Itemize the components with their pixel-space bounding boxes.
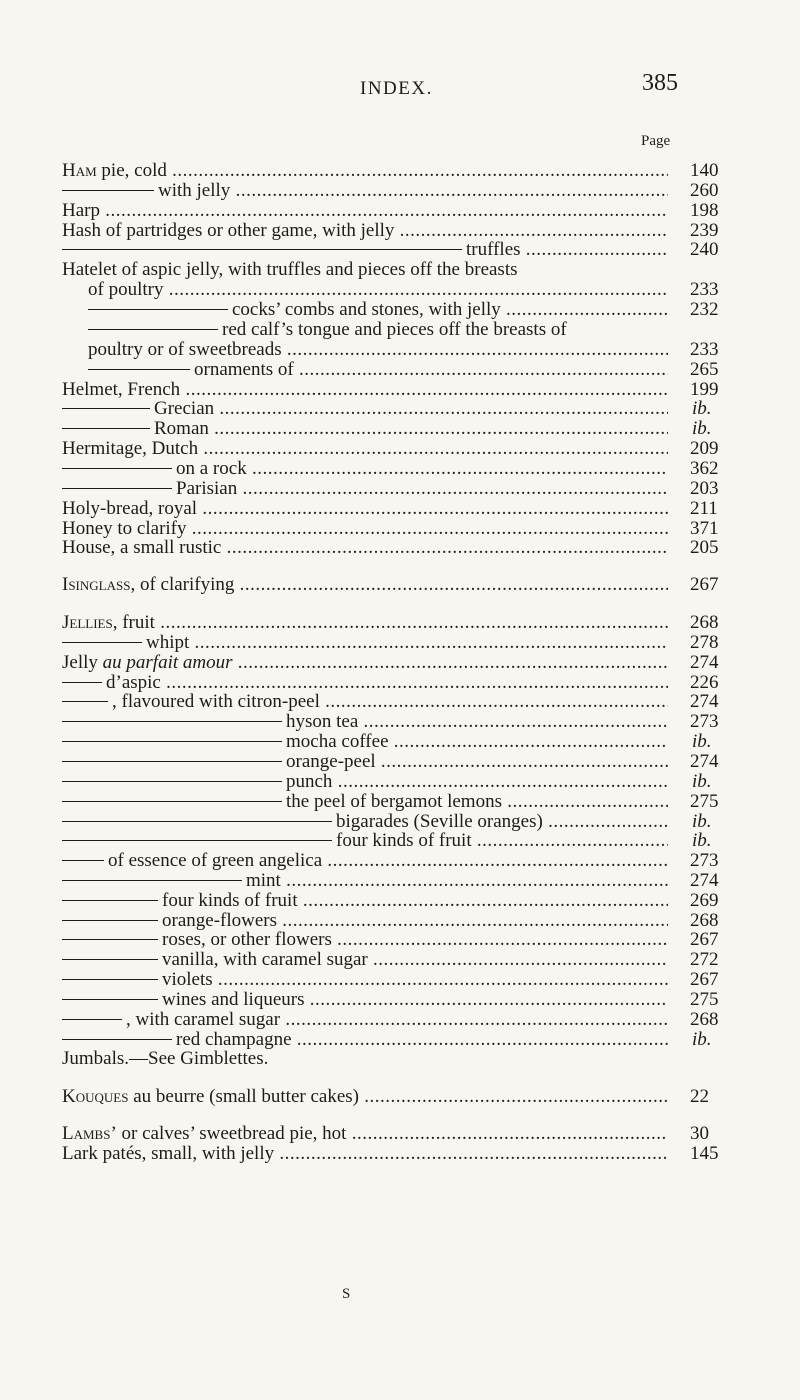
entry-text	[62, 652, 668, 674]
ditto-rule	[62, 860, 104, 861]
entry-label: wines and liqueurs	[162, 989, 305, 1010]
entry-page: 268	[690, 910, 719, 931]
entry-text	[62, 870, 668, 892]
ditto-rule	[62, 920, 158, 921]
index-entry	[0, 890, 800, 912]
page-header	[0, 70, 800, 110]
entry-text	[62, 751, 668, 773]
ditto-rule	[62, 999, 158, 1000]
entry-page: 198	[690, 200, 719, 221]
ditto-rule	[62, 959, 158, 960]
entry-label: Helmet, French	[62, 379, 181, 400]
entry-italic: au parfait amour	[102, 652, 233, 673]
entry-text	[62, 791, 668, 813]
entry-label: punch	[286, 771, 333, 792]
entry-text	[62, 929, 668, 951]
entry-label: Hash of partridges or other game, with jelly	[62, 220, 395, 241]
entry-text	[62, 969, 668, 991]
entry-text	[62, 890, 668, 912]
entry-page: 205	[690, 537, 719, 558]
entry-page: 274	[690, 691, 719, 712]
ditto-rule	[62, 468, 172, 469]
entry-label: pie, cold	[96, 160, 167, 181]
entry-page: 274	[690, 870, 719, 891]
entry-page: 22	[690, 1086, 709, 1107]
entry-page: 233	[690, 339, 719, 360]
entry-label: cocks’ combs and stones, with jelly	[232, 299, 501, 320]
index-entry	[0, 1009, 800, 1031]
index-entry	[0, 850, 800, 872]
entry-page: 239	[690, 220, 719, 241]
ditto-rule	[62, 488, 172, 489]
entry-label: four kinds of fruit	[162, 890, 298, 911]
entry-label: or calves’ sweetbread pie, hot	[116, 1123, 347, 1144]
entry-label: red calf’s tongue and pieces off the breasts of	[222, 319, 567, 340]
entry-head: Jellies	[62, 612, 113, 633]
entry-text	[62, 691, 668, 713]
entry-label: four kinds of fruit	[336, 830, 472, 851]
entry-label: au beurre (small butter cakes)	[128, 1086, 359, 1107]
ditto-rule	[62, 900, 158, 901]
index-entry	[0, 751, 800, 773]
entry-page: 209	[690, 438, 719, 459]
entry-page: 275	[690, 791, 719, 812]
index-entry	[0, 612, 800, 634]
entry-page: 199	[690, 379, 719, 400]
entry-text	[62, 478, 668, 500]
index-entry	[0, 418, 800, 440]
ditto-rule	[62, 721, 282, 722]
ditto-rule	[62, 428, 150, 429]
entry-label: mocha coffee	[286, 731, 389, 752]
entry-page: 226	[690, 672, 719, 693]
index-entry	[0, 200, 800, 222]
index-entry	[0, 438, 800, 460]
entry-page: 267	[690, 969, 719, 990]
entry-text	[62, 574, 668, 596]
entry-page: 272	[690, 949, 719, 970]
entry-text	[62, 1048, 268, 1070]
ditto-rule	[88, 309, 228, 310]
entry-text	[62, 830, 668, 852]
entry-page: 233	[690, 279, 719, 300]
entry-page: ib.	[692, 731, 712, 752]
entry-page: ib.	[692, 771, 712, 792]
index-entry	[0, 929, 800, 951]
entry-text	[62, 259, 518, 281]
entry-text	[62, 1143, 668, 1165]
entry-text	[62, 498, 668, 520]
index-entry	[0, 771, 800, 793]
ditto-rule	[62, 821, 332, 822]
index-entry	[0, 791, 800, 813]
entry-label: hyson tea	[286, 711, 359, 732]
entry-label: Harp	[62, 200, 100, 221]
entry-text	[62, 989, 668, 1011]
entry-label: violets	[162, 969, 213, 990]
index-entry	[0, 969, 800, 991]
index-entry	[0, 259, 800, 281]
ditto-rule	[62, 801, 282, 802]
index-entry	[0, 830, 800, 852]
entry-page: 30	[690, 1123, 709, 1144]
entry-label: Jelly	[62, 652, 103, 673]
index-entry	[0, 458, 800, 480]
entry-label: Grecian	[154, 398, 215, 419]
entry-label: orange-flowers	[162, 910, 278, 931]
index-entry	[0, 398, 800, 420]
ditto-rule	[62, 701, 108, 702]
entry-page: 273	[690, 711, 719, 732]
index-entry	[0, 239, 800, 261]
signature-mark: S	[342, 1286, 351, 1302]
index-entry	[0, 731, 800, 753]
index-entry	[0, 180, 800, 202]
entry-label: Jumbals.—See Gimblettes.	[62, 1048, 269, 1069]
index-entry	[0, 652, 800, 674]
entry-text	[88, 299, 668, 321]
ditto-rule	[62, 190, 154, 191]
entry-label: Hermitage, Dutch	[62, 438, 199, 459]
entry-label: d’aspic	[106, 672, 161, 693]
index-entry	[0, 574, 800, 596]
index-entry	[0, 1123, 800, 1145]
entry-head: Lambs’	[62, 1123, 117, 1144]
index-entry	[0, 1086, 800, 1108]
entry-label: whipt	[146, 632, 190, 653]
page-column-label: Page	[641, 133, 671, 149]
page-number: 385	[642, 70, 678, 96]
entry-page: 371	[690, 518, 719, 539]
entry-label: ornaments of	[194, 359, 294, 380]
index-entry	[0, 949, 800, 971]
entry-page: 274	[690, 751, 719, 772]
ditto-rule	[62, 682, 102, 683]
ditto-rule	[62, 1039, 172, 1040]
entry-text	[62, 771, 668, 793]
entry-label: with jelly	[158, 180, 231, 201]
ditto-rule	[62, 761, 282, 762]
entry-label: red champagne	[176, 1029, 292, 1050]
entry-text	[62, 850, 668, 872]
index-entry	[0, 691, 800, 713]
entry-label: roses, or other flowers	[162, 929, 332, 950]
entry-page: ib.	[692, 398, 712, 419]
entry-label: on a rock	[176, 458, 247, 479]
index-entry	[0, 359, 800, 381]
entry-page: 274	[690, 652, 719, 673]
index-entry	[0, 1143, 800, 1165]
entry-page: 203	[690, 478, 719, 499]
index-entry	[0, 989, 800, 1011]
ditto-rule	[62, 741, 282, 742]
entry-label: the peel of bergamot lemons	[286, 791, 502, 812]
index-entry	[0, 279, 800, 301]
entry-page: 273	[690, 850, 719, 871]
entry-text	[88, 339, 668, 361]
index-entry	[0, 160, 800, 182]
entry-text	[62, 1123, 668, 1145]
entry-text	[62, 612, 668, 634]
entry-page: 278	[690, 632, 719, 653]
index-entry	[0, 299, 800, 321]
index-entry	[0, 1048, 800, 1070]
index-entry	[0, 711, 800, 733]
entry-text	[62, 438, 668, 460]
ditto-rule	[62, 781, 282, 782]
entry-text	[62, 632, 668, 654]
entry-text	[88, 359, 668, 381]
entry-text	[62, 731, 668, 753]
entry-page: 275	[690, 989, 719, 1010]
entry-page: 140	[690, 160, 719, 181]
entry-page: 269	[690, 890, 719, 911]
entry-page: 232	[690, 299, 719, 320]
index-entry	[0, 339, 800, 361]
entry-text	[62, 239, 668, 261]
entry-page: 267	[690, 929, 719, 950]
entry-label: Lark patés, small, with jelly	[62, 1143, 275, 1164]
entry-text	[62, 398, 668, 420]
index-entry	[0, 537, 800, 559]
ditto-rule	[62, 408, 150, 409]
entry-page: 268	[690, 1009, 719, 1030]
ditto-rule	[62, 880, 242, 881]
entry-label: vanilla, with caramel sugar	[162, 949, 368, 970]
entry-label: poultry or of sweetbreads	[88, 339, 282, 360]
entry-page: ib.	[692, 418, 712, 439]
entry-text	[62, 1086, 668, 1108]
entry-page: ib.	[692, 811, 712, 832]
index-entry	[0, 632, 800, 654]
ditto-rule	[62, 642, 142, 643]
ditto-rule	[62, 939, 158, 940]
entry-label: , with caramel sugar	[126, 1009, 281, 1030]
entry-label: , flavoured with citron-peel	[112, 691, 320, 712]
entry-text	[88, 279, 668, 301]
entry-label: Holy-bread, royal	[62, 498, 198, 519]
entry-label: of essence of green angelica	[108, 850, 323, 871]
entry-page: 267	[690, 574, 719, 595]
entry-head: Isinglass	[62, 574, 131, 595]
ditto-rule	[62, 1019, 122, 1020]
entry-text	[62, 537, 668, 559]
entry-text	[62, 180, 668, 202]
entry-label: truffles	[466, 239, 521, 260]
index-entry	[0, 478, 800, 500]
entry-text	[62, 418, 668, 440]
entry-head: Ham	[62, 160, 97, 181]
entry-label: Roman	[154, 418, 209, 439]
ditto-rule	[62, 249, 462, 250]
entry-page: 268	[690, 612, 719, 633]
entry-page: 211	[690, 498, 718, 519]
index-entry	[0, 870, 800, 892]
ditto-rule	[62, 840, 332, 841]
ditto-rule	[88, 329, 218, 330]
entry-label: mint	[246, 870, 281, 891]
entry-label: Honey to clarify	[62, 518, 187, 539]
entry-head: Kouques	[62, 1086, 129, 1107]
entry-text	[62, 711, 668, 733]
index-entry	[0, 319, 800, 341]
entry-label: of poultry	[88, 279, 164, 300]
entry-page: 260	[690, 180, 719, 201]
entry-page: ib.	[692, 830, 712, 851]
entry-page: ib.	[692, 1029, 712, 1050]
entry-label: bigarades (Seville oranges)	[336, 811, 543, 832]
entry-page: 145	[690, 1143, 719, 1164]
entry-text	[62, 200, 668, 222]
entry-text	[62, 458, 668, 480]
entry-page: 362	[690, 458, 719, 479]
entry-label: , fruit	[112, 612, 155, 633]
entry-text	[88, 319, 567, 341]
entry-page: 265	[690, 359, 719, 380]
entry-label: Parisian	[176, 478, 238, 499]
entry-label: House, a small rustic	[62, 537, 222, 558]
entry-page: 240	[690, 239, 719, 260]
running-title: INDEX.	[360, 78, 433, 99]
entry-text	[62, 160, 668, 182]
entry-label: , of clarifying	[130, 574, 235, 595]
entry-label: orange-peel	[286, 751, 376, 772]
index-entry	[0, 498, 800, 520]
entry-text	[62, 1009, 668, 1031]
ditto-rule	[62, 979, 158, 980]
entry-label: Hatelet of aspic jelly, with truffles and pieces off the breasts	[62, 259, 518, 280]
entry-text	[62, 949, 668, 971]
ditto-rule	[88, 369, 190, 370]
